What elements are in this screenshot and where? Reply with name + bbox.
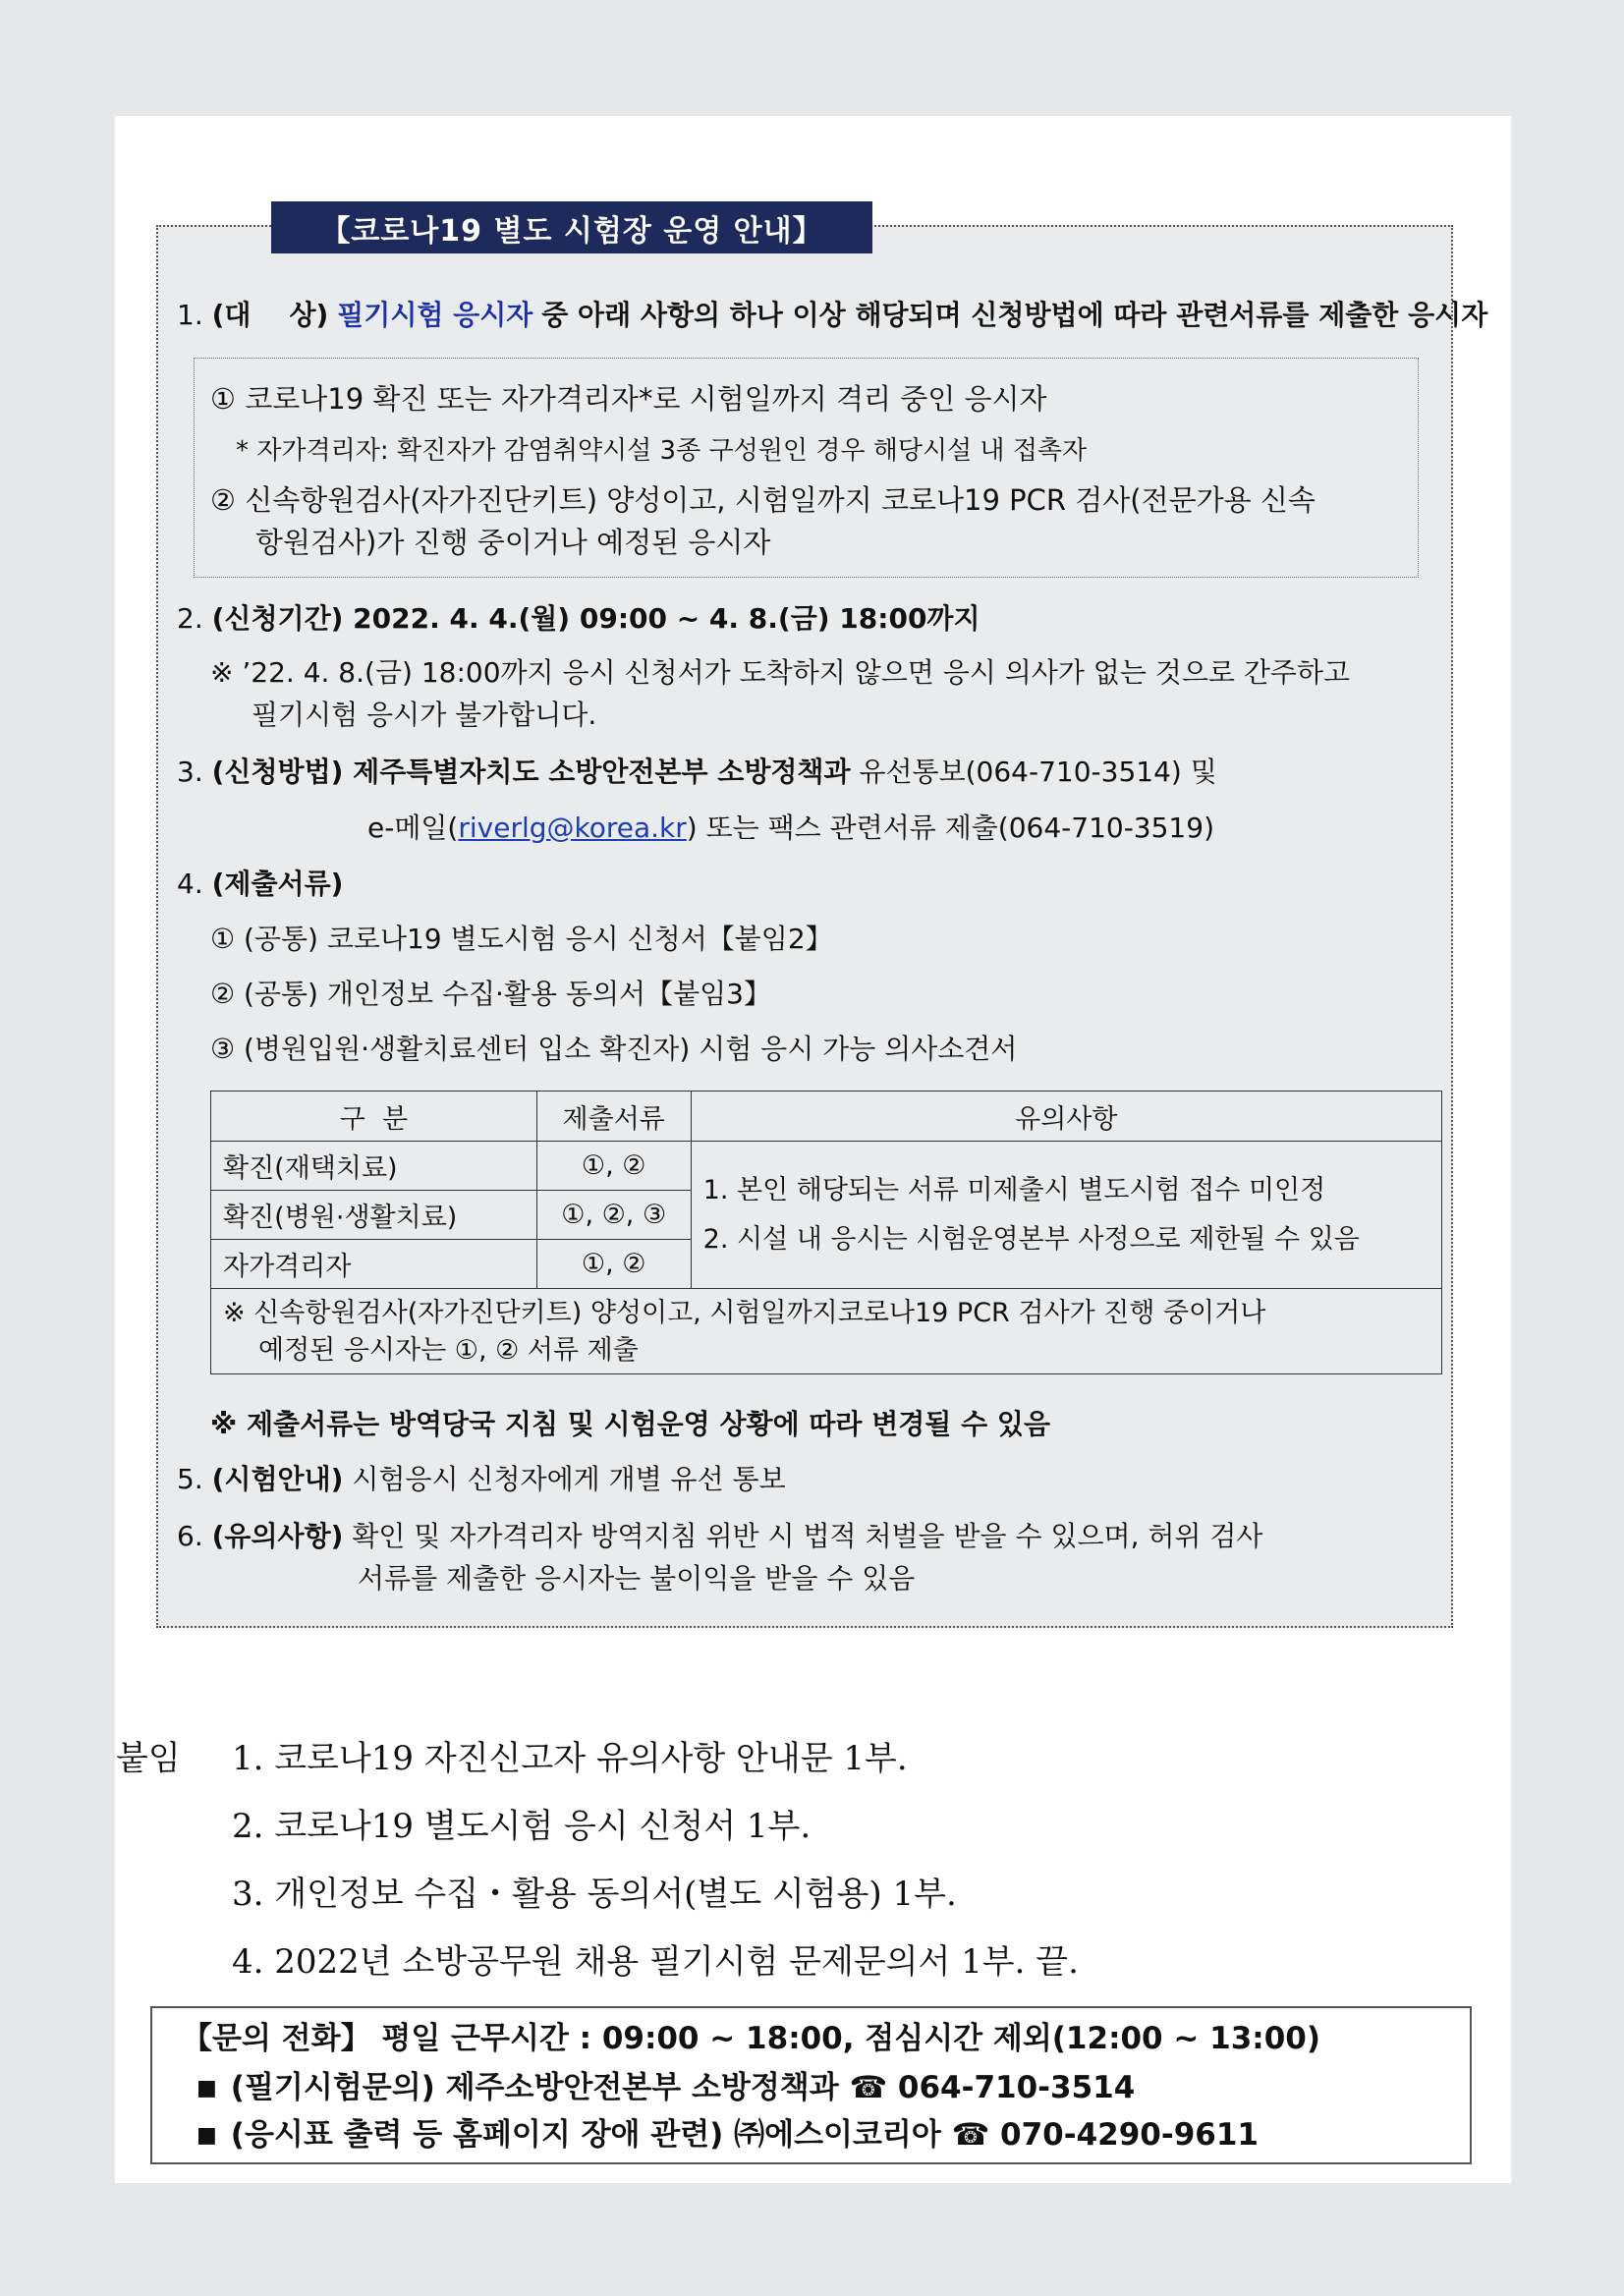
table-footnote [211,1289,1442,1374]
row-category: 확진(재택치료) [211,1142,537,1191]
email-link[interactable]: riverlg@korea.kr [458,812,687,844]
item-number: 3. [177,756,203,788]
item-text: 시험응시 신청자에게 개별 유선 통보 [352,1463,786,1495]
item-4 [177,866,343,903]
table-row [211,1142,1442,1191]
item-text: 중 아래 사항의 하나 이상 해당되며 신청방법에 따라 관련서류를 제출한 응시자 [541,299,1488,331]
item-6-line2: 서류를 제출한 응시자는 불이익을 받을 수 있음 [358,1562,916,1595]
attachment-item: 4. 2022년 소방공무원 채용 필기시험 문제문의서 1부. 끝. [232,1942,1079,1982]
item-label: (유의사항) [211,1520,344,1552]
documents-warning: ※ 제출서류는 방역당국 지침 및 시험운영 상황에 따라 변경될 수 있음 [210,1408,1051,1440]
attachment-item: 3. 개인정보 수집・활용 동의서(별도 시험용) 1부. [232,1875,957,1914]
row-category: 자가격리자 [211,1240,537,1289]
item-2 [177,600,980,638]
table-notes [691,1142,1441,1289]
footnote-line1: ※ 신속항원검사(자가진단키트) 양성이고, 시험일까지코로나19 PCR 검사가 진행 중이거나 [223,1298,1266,1328]
documents-table [210,1091,1442,1374]
item-label: (시험안내) [211,1463,344,1495]
item-3 [177,754,1217,791]
header-documents: 제출서류 [536,1092,691,1142]
condition-1: ① 코로나19 확진 또는 자가격리자*로 시험일까지 격리 중인 응시자 [210,382,1047,416]
document-2: ② (공통) 개인정보 수집·활용 동의서【붙임3】 [210,978,771,1010]
header-category: 구 분 [211,1092,537,1142]
condition-2-line1: ② 신속항원검사(자가진단키트) 양성이고, 시험일까지 코로나19 PCR 검사(전문가용 신속 [210,483,1316,517]
attachment-item: 2. 코로나19 별도시험 응시 신청서 1부. [232,1807,812,1846]
contact-text: (필기시험문의) 제주소방안전본부 소방정책과 ☎ 064-710-3514 [230,2070,1136,2105]
table-header-row [211,1092,1442,1142]
row-category: 확진(병원·생활치료) [211,1191,537,1240]
target-highlight: 필기시험 응시자 [337,299,533,331]
contact-title: 【문의 전화】 평일 근무시간 : 09:00 ~ 18:00, 점심시간 제외(12:00 ~ 13:00) [182,2021,1321,2056]
item-5 [177,1461,786,1498]
item-number: 5. [177,1463,203,1495]
email-prefix: e-메일( [367,812,459,844]
row-documents: ①, ②, ③ [536,1191,691,1240]
item-2-note-line2: 필기시험 응시가 불가합니다. [252,699,597,731]
item-text: (신청기간) 2022. 4. 4.(월) 09:00 ~ 4. 8.(금) 18:00까지 [211,602,980,635]
contact-line-1 [196,2069,1135,2107]
square-bullet-icon: ■ [196,2076,217,2100]
item-number: 1. [177,299,203,331]
item-6 [177,1518,1262,1555]
header-notes: 유의사항 [691,1092,1441,1142]
table-footnote-row [211,1289,1442,1374]
note-2: 2. 시설 내 응시는 시험운영본부 사정으로 제한될 수 있음 [702,1223,1360,1255]
attachments-label: 붙임 [116,1739,181,1778]
item-label: (제출서류) [211,868,344,900]
item-number: 6. [177,1520,203,1552]
item-text: 확인 및 자가격리자 방역지침 위반 시 법적 처벌을 받을 수 있으며, 허위 검사 [352,1520,1263,1552]
item-1 [177,297,1487,334]
item-label: (대 상) [211,299,329,331]
document-1: ① (공통) 코로나19 별도시험 응시 신청서【붙임2】 [210,923,833,955]
notice-title: 【코로나19 별도 시험장 운영 안내】 [271,201,872,253]
attachment-item: 1. 코로나19 자진신고자 유의사항 안내문 1부. [232,1739,908,1778]
footnote-line2: 예정된 응시자는 ①, ② 서류 제출 [258,1335,639,1366]
note-1: 1. 본인 해당되는 서류 미제출시 별도시험 접수 미인정 [702,1174,1326,1205]
document-3: ③ (병원입원·생활치료센터 입소 확진자) 시험 응시 가능 의사소견서 [210,1033,1018,1065]
contact-line-2 [196,2116,1259,2155]
item-number: 2. [177,602,203,635]
condition-2-line2: 항원검사)가 진행 중이거나 예정된 응시자 [255,526,771,559]
square-bullet-icon: ■ [196,2123,217,2148]
item-3-line2 [367,810,1214,847]
item-text: 유선통보(064-710-3514) 및 [859,756,1217,788]
row-documents: ①, ② [536,1240,691,1289]
row-documents: ①, ② [536,1142,691,1191]
item-2-note-line1: ※ ’22. 4. 8.(금) 18:00까지 응시 신청서가 도착하지 않으면 응시 의사가 없는 것으로 간주하고 [210,656,1351,689]
condition-1-note: * 자가격리자: 확진자가 감염취약시설 3종 구성원인 경우 해당시설 내 접촉자 [236,436,1088,466]
item-number: 4. [177,868,203,900]
fax-text: ) 또는 팩스 관련서류 제출(064-710-3519) [686,812,1214,844]
item-label: (신청방법) 제주특별자치도 소방안전본부 소방정책과 [211,756,851,788]
contact-text: (응시표 출력 등 홈페이지 장애 관련) ㈜에스이코리아 ☎ 070-4290-9611 [230,2117,1260,2153]
